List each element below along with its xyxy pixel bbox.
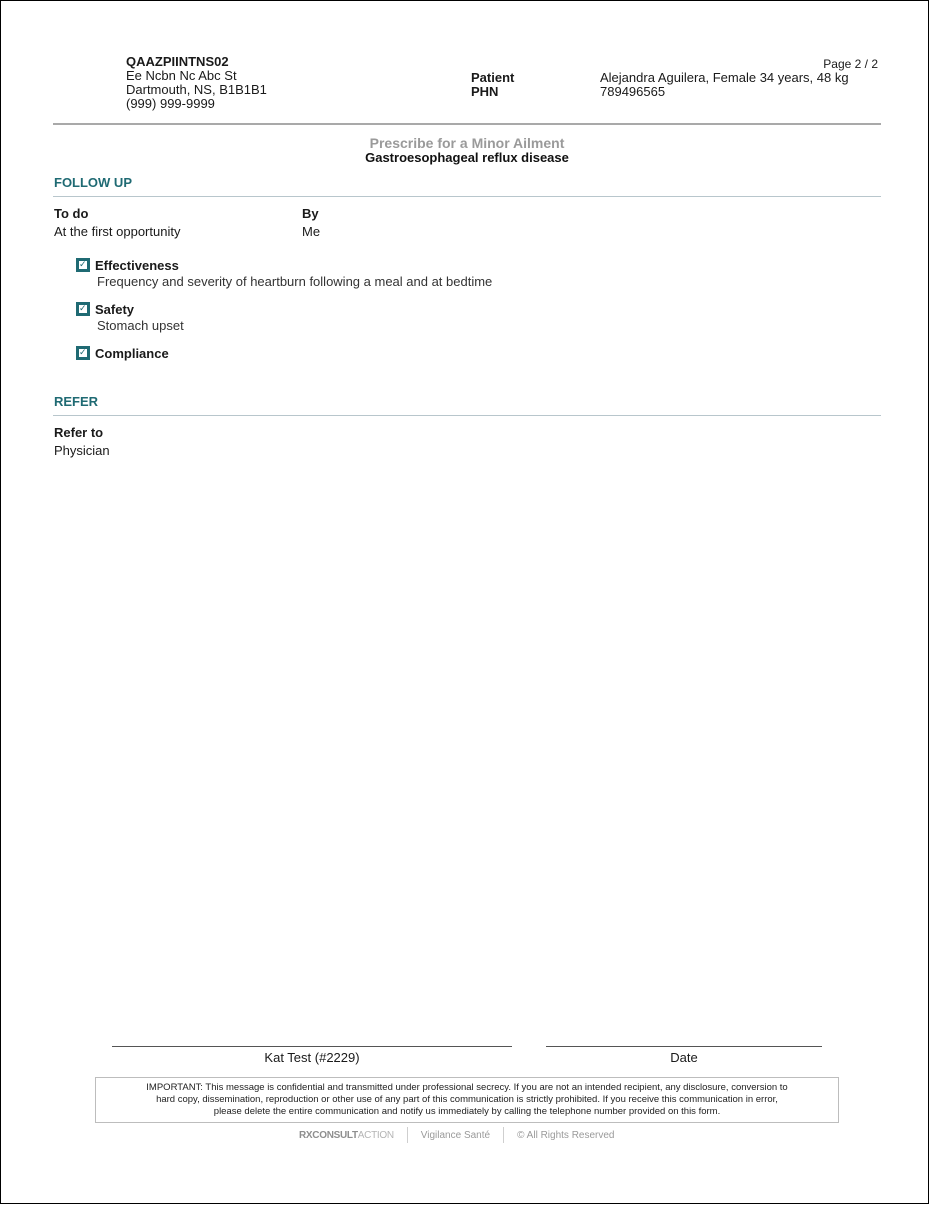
document-subtitle: Gastroesophageal reflux disease <box>365 150 569 165</box>
copyright: © All Rights Reserved <box>517 1129 615 1141</box>
follow-up-item-description: Stomach upset <box>97 318 184 333</box>
checkbox-checked-icon: ✓ <box>76 346 90 360</box>
header-divider <box>53 123 881 125</box>
follow-up-divider <box>53 196 881 197</box>
brand-bold: RXCONSULT <box>299 1129 358 1141</box>
todo-label: To do <box>54 206 89 221</box>
pharmacy-phone: (999) 999-9999 <box>126 96 215 111</box>
footer-separator <box>407 1127 408 1143</box>
document-title: Prescribe for a Minor Ailment <box>369 135 565 151</box>
follow-up-item-description: Frequency and severity of heartburn following a meal and at bedtime <box>97 274 493 289</box>
signature-line <box>112 1046 512 1047</box>
todo-value: At the first opportunity <box>54 224 181 239</box>
pharmacy-address-line2: Dartmouth, NS, B1B1B1 <box>126 82 267 97</box>
follow-up-item-title: Compliance <box>95 346 169 361</box>
follow-up-heading: FOLLOW UP <box>54 175 132 190</box>
footer <box>299 1127 615 1143</box>
patient-values <box>600 71 849 99</box>
by-value: Me <box>302 224 321 239</box>
checkbox-checked-icon: ✓ <box>76 258 90 272</box>
brand-light: ACTION <box>357 1129 394 1141</box>
phn-label: PHN <box>471 84 499 99</box>
pharmacy-name: QAAZPIINTNS02 <box>126 54 229 69</box>
patient-label: Patient <box>471 70 515 85</box>
follow-up-item-title: Effectiveness <box>95 258 179 273</box>
refer-to-label: Refer to <box>54 425 104 440</box>
phn-value: 789496565 <box>600 84 666 99</box>
notice-line: please delete the entire communication and notify us immediately by calling the telephone number provided on this form. <box>213 1106 721 1117</box>
refer-to-value: Physician <box>54 443 110 458</box>
signer-name: Kat Test (#2229) <box>264 1050 360 1065</box>
patient-labels <box>471 71 514 99</box>
page-number: Page 2 / 2 <box>823 57 878 71</box>
patient-value: Alejandra Aguilera, Female 34 years, 48 kg <box>600 70 849 85</box>
date-label: Date <box>670 1050 698 1065</box>
refer-heading: REFER <box>54 394 99 409</box>
follow-up-item-title: Safety <box>95 302 135 317</box>
pharmacy-block <box>126 55 267 111</box>
date-line <box>546 1046 822 1047</box>
checkbox-checked-icon: ✓ <box>76 302 90 316</box>
refer-divider <box>53 415 881 416</box>
notice-line: IMPORTANT: This message is confidential and transmitted under professional secrecy. If you are not an intended recipient, any disclosure, conversion to <box>146 1082 788 1093</box>
footer-separator <box>503 1127 504 1143</box>
by-label: By <box>302 206 319 221</box>
rxconsult-logo <box>299 1130 394 1141</box>
pharmacy-address-line1: Ee Ncbn Nc Abc St <box>126 68 237 83</box>
notice-line: hard copy, dissemination, reproduction or other use of any part of this communication is strictly prohibited. If you receive this communication in error, <box>156 1094 778 1105</box>
partner-name: Vigilance Santé <box>420 1129 491 1141</box>
confidentiality-notice <box>95 1077 839 1123</box>
